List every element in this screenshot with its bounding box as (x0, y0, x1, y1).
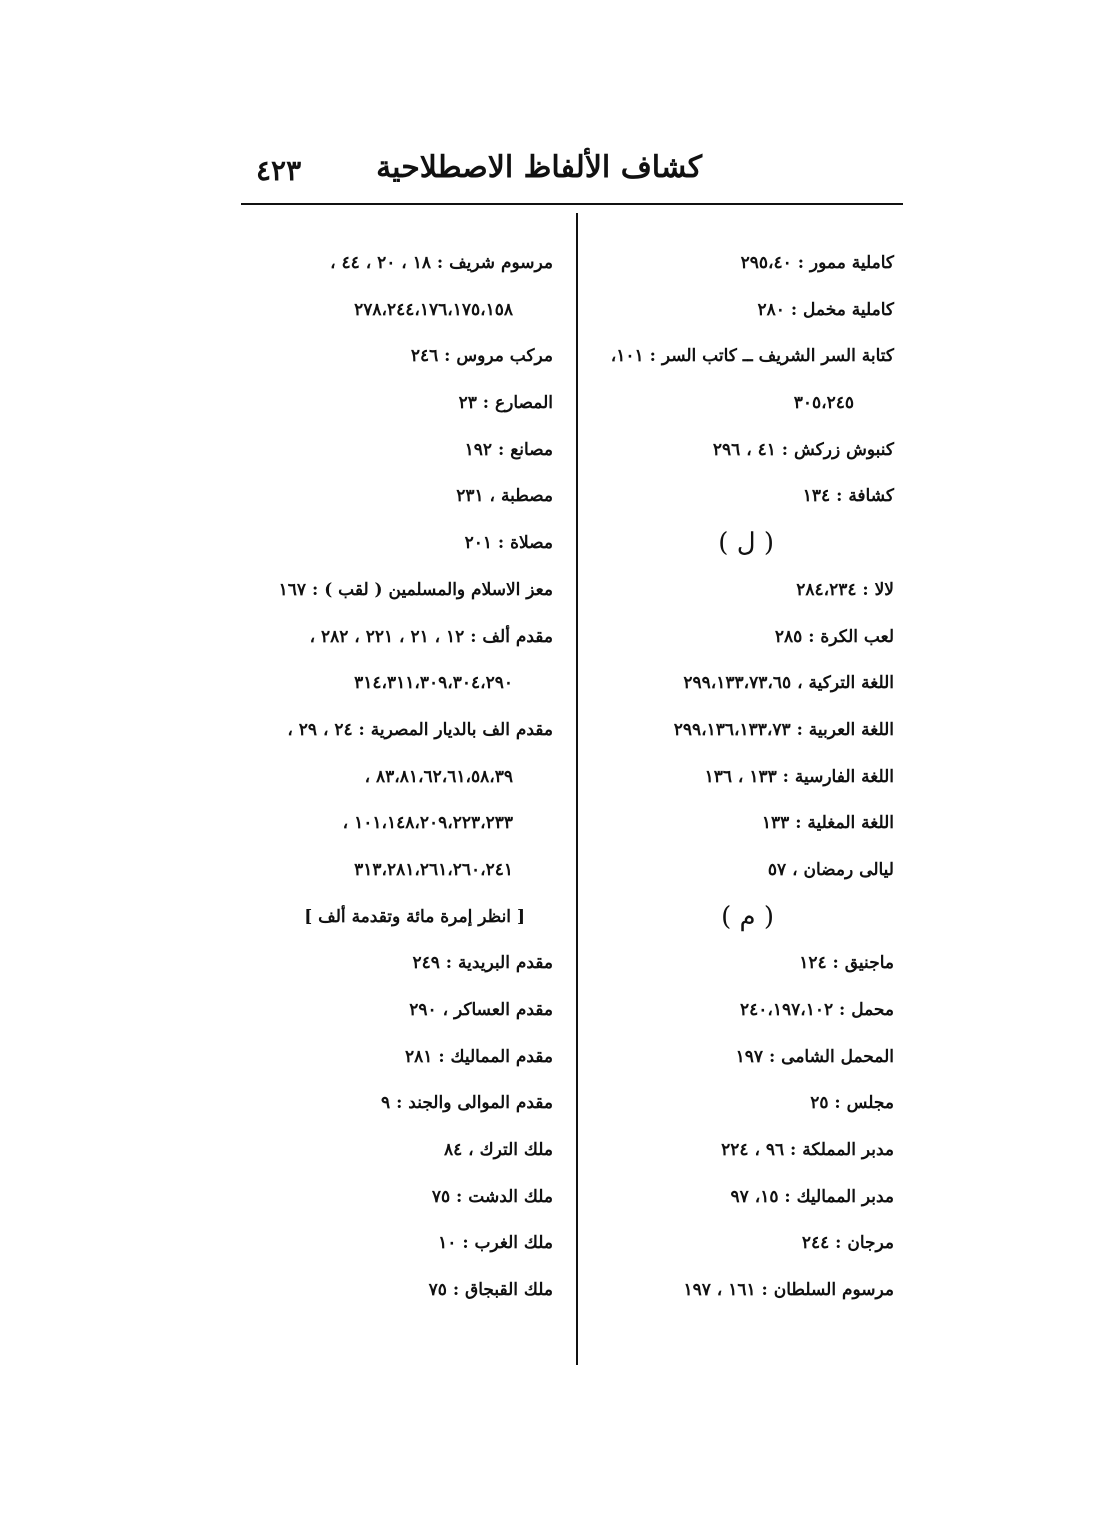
index-entry: مركب مروس : ٢٤٦ (410, 346, 553, 367)
index-entry: مصلاة : ٢٠١ (464, 533, 553, 554)
index-entry: اللغة الفارسية : ١٣٣ ، ١٣٦ (704, 766, 894, 787)
index-entry: [ انظر إمرة مائة وتقدمة ألف ] (304, 906, 525, 927)
index-entry: معز الاسلام والمسلمين ( لقب ) : ١٦٧ (278, 579, 553, 600)
index-entry: ملك الغرب : ١٠ (438, 1233, 553, 1254)
index-entry: مقدم الف بالديار المصرية : ٢٤ ، ٢٩ ، (287, 719, 553, 740)
index-entry: كشافة : ١٣٤ (802, 486, 894, 507)
index-entry: مصانع : ١٩٢ (464, 439, 553, 460)
index-entry: ليالى رمضان ، ٥٧ (767, 859, 894, 880)
index-entry: ٣١٤،٣١١،٣٠٩،٣٠٤،٢٩٠ (354, 673, 513, 694)
index-entry: مقدم الموالى والجند : ٩ (381, 1093, 553, 1114)
index-entry: لالا : ٢٨٤،٢٣٤ (796, 579, 894, 600)
index-entry: كتابة السر الشريف ــ كاتب السر : ١٠١، (610, 346, 894, 367)
section-letter: ( ل ) (718, 528, 774, 559)
index-entry: ٢٧٨،٢٤٤،١٧٦،١٧٥،١٥٨ (354, 299, 513, 320)
index-entry: اللغة العربية : ٢٩٩،١٣٦،١٣٣،٧٣ (673, 719, 894, 740)
index-column-right (594, 240, 894, 1314)
index-entry: ماجنيق : ١٢٤ (799, 953, 894, 974)
index-entry: مرجان : ٢٤٤ (801, 1233, 894, 1254)
index-entry: كنبوش زركش : ٤١ ، ٢٩٦ (712, 439, 894, 460)
index-entry: ٣١٣،٢٨١،٢٦١،٢٦٠،٢٤١ (354, 859, 513, 880)
index-entry: مقدم المماليك : ٢٨١ (405, 1046, 553, 1067)
index-entry: مقدم البريدية : ٢٤٩ (412, 953, 553, 974)
index-entry: ٨٣،٨١،٦٢،٦١،٥٨،٣٩ ، (364, 766, 513, 787)
page-header (240, 150, 902, 202)
index-entry: مدبر المملكة : ٩٦ ، ٢٢٤ (721, 1140, 894, 1161)
index-entry: مقدم ألف : ١٢ ، ٢١ ، ٢٢١ ، ٢٨٢ ، (309, 626, 553, 647)
index-entry: المحمل الشامى : ١٩٧ (735, 1046, 894, 1067)
index-entry: مرسوم السلطان : ١٦١ ، ١٩٧ (683, 1280, 894, 1301)
page-title: كشاف الألفاظ الاصطلاحية (376, 150, 702, 185)
index-entry: ١٠١،١٤٨،٢٠٩،٢٢٣،٢٣٣ ، (342, 813, 513, 834)
index-entry: المصارع : ٢٣ (458, 393, 553, 414)
index-entry: ٣٠٥،٢٤٥ (793, 393, 854, 414)
section-letter: ( م ) (721, 901, 774, 932)
index-entry: محمل : ٢٤٠،١٩٧،١٠٢ (739, 1000, 894, 1020)
index-entry: كاملية ممور : ٢٩٥،٤٠ (740, 253, 894, 273)
index-entry: اللغة المغلية : ١٣٣ (761, 813, 894, 834)
header-rule (241, 203, 903, 205)
index-entry: مدبر المماليك : ١٥، ٩٧ (730, 1186, 894, 1207)
index-column-left (253, 240, 553, 1314)
index-entry: لعب الكرة : ٢٨٥ (774, 626, 894, 647)
index-entry: مقدم العساكر ، ٢٩٠ (409, 1000, 553, 1020)
index-entry: ملك القبجاق : ٧٥ (428, 1280, 553, 1301)
index-entry: ملك الدشت : ٧٥ (431, 1186, 553, 1207)
index-entry: كاملية مخمل : ٢٨٠ (757, 299, 894, 320)
index-entry: اللغة التركية ، ٢٩٩،١٣٣،٧٣،٦٥ (683, 673, 894, 694)
index-entry: مجلس : ٢٥ (810, 1093, 894, 1114)
index-entry: مصطبة ، ٢٣١ (456, 486, 553, 507)
page-number: ٤٢٣ (256, 154, 302, 187)
index-entry: مرسوم شريف : ١٨ ، ٢٠ ، ٤٤ ، (330, 253, 553, 273)
index-entry: ملك الترك ، ٨٤ (444, 1140, 553, 1161)
column-divider (576, 213, 578, 1365)
